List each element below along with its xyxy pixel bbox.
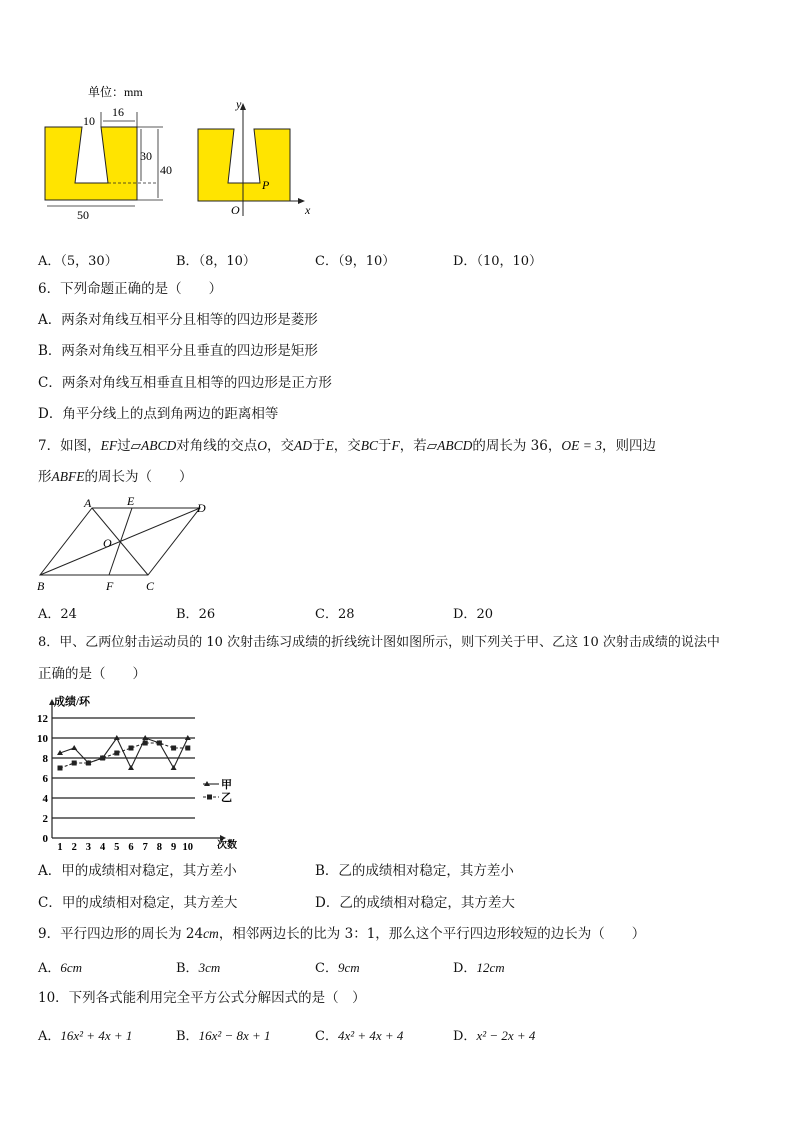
chart-legend-label-1: 甲 xyxy=(221,779,232,791)
chart-y-axis-label: 成绩/环 xyxy=(54,696,91,708)
origin-label: O xyxy=(231,203,240,217)
q6-option-d[interactable]: D．角平分线上的点到角两边的距离相等 xyxy=(38,406,279,422)
chart-y-tick-label: 0 xyxy=(42,833,48,845)
q10-option-a[interactable]: A．16x² + 4x + 1 xyxy=(38,1028,133,1044)
dim-10: 10 xyxy=(83,114,95,128)
chart-x-tick-label: 9 xyxy=(170,842,177,853)
q6-option-b[interactable]: B．两条对角线互相平分且垂直的四边形是矩形 xyxy=(38,343,318,359)
label-b: B xyxy=(37,579,45,593)
chart-point-series-2 xyxy=(114,751,119,756)
u-shape-right xyxy=(198,129,290,201)
chart-y-tick-label: 10 xyxy=(37,733,48,745)
unit-label: 单位：mm xyxy=(88,85,143,99)
chart-legend-label-2: 乙 xyxy=(221,792,232,804)
q10-stem: 10．下列各式能利用完全平方公式分解因式的是（ ） xyxy=(38,990,366,1006)
axis-x-label: x xyxy=(305,203,311,217)
chart-y-tick-label: 8 xyxy=(42,753,48,765)
axis-y-label: y xyxy=(236,97,242,111)
chart-x-axis-label: 次数 xyxy=(217,840,237,851)
chart-point-series-2 xyxy=(185,746,190,751)
chart-point-series-1 xyxy=(128,765,134,770)
q8-option-a[interactable]: A．甲的成绩相对稳定，其方差小 xyxy=(38,863,237,879)
chart-x-tick-label: 5 xyxy=(114,842,120,853)
q10-option-c[interactable]: C．4x² + 4x + 4 xyxy=(315,1028,404,1044)
point-p-label: P xyxy=(262,178,270,192)
chart-y-tick-label: 2 xyxy=(42,813,48,825)
q7-option-a[interactable]: A．24 xyxy=(38,607,77,622)
label-a: A xyxy=(84,496,92,510)
chart-point-series-1 xyxy=(171,765,177,770)
q8-option-b[interactable]: B．乙的成绩相对稳定，其方差小 xyxy=(315,863,514,879)
label-d: D xyxy=(197,501,206,515)
q9-option-c[interactable]: C．9cm xyxy=(315,960,360,976)
chart-x-tick-label: 3 xyxy=(85,842,92,853)
chart-point-series-2 xyxy=(143,741,148,746)
chart-x-tick-label: 2 xyxy=(71,842,77,853)
chart-y-tick-label: 12 xyxy=(37,713,48,725)
q9-option-b[interactable]: B．3cm xyxy=(176,960,221,976)
q6-stem: 6．下列命题正确的是（ ） xyxy=(38,281,223,297)
q5-option-c[interactable]: C．（9，10） xyxy=(315,254,396,269)
q5-option-a[interactable]: A．（5，30） xyxy=(38,254,118,269)
chart-y-tick-label: 6 xyxy=(42,773,48,785)
dim-30: 30 xyxy=(140,149,152,163)
label-e: E xyxy=(127,494,135,508)
chart-point-series-2 xyxy=(100,756,105,761)
chart-x-tick-label: 10 xyxy=(182,842,194,853)
q9-stem: 9．平行四边形的周长为 24cm，相邻两边长的比为 3：1，那么这个平行四边形较短的边长为（ ） xyxy=(38,926,646,942)
q8-line-chart xyxy=(30,690,270,855)
q7-option-b[interactable]: B．26 xyxy=(176,607,216,622)
q7-stem-line1: 7．如图，EF过▱ABCD对角线的交点O，交AD于E，交BC于F，若▱ABCD的周长为 36，OE = 3，则四边 xyxy=(38,438,656,454)
chart-legend-marker-2 xyxy=(207,795,212,800)
q7-option-d[interactable]: D．20 xyxy=(453,607,493,622)
q7-stem-line2: 形ABFE的周长为（ ） xyxy=(38,469,193,485)
chart-point-series-2 xyxy=(157,741,162,746)
q8-option-c[interactable]: C．甲的成绩相对稳定，其方差大 xyxy=(38,895,238,911)
label-f: F xyxy=(106,579,114,593)
chart-x-tick-label: 7 xyxy=(142,842,148,853)
dim-50: 50 xyxy=(77,208,89,222)
q10-option-d[interactable]: D．x² − 2x + 4 xyxy=(453,1028,536,1044)
q7-parallelogram-figure xyxy=(30,492,220,596)
label-c: C xyxy=(146,579,155,593)
q5-option-d[interactable]: D．（10，10） xyxy=(453,254,543,269)
dim-40: 40 xyxy=(160,163,172,177)
q8-stem-line1: 8．甲、乙两位射击运动员的 10 次射击练习成绩的折线统计图如图所示，则下列关于甲、乙这 10 次射击成绩的说法中 xyxy=(38,635,720,650)
chart-series-line-2 xyxy=(60,743,188,768)
chart-point-series-2 xyxy=(72,761,77,766)
q5-option-b[interactable]: B．（8，10） xyxy=(176,254,256,269)
q10-option-b[interactable]: B．16x² − 8x + 1 xyxy=(176,1028,271,1044)
chart-x-tick-label: 1 xyxy=(57,842,63,853)
q5-figure xyxy=(0,0,794,230)
q6-option-c[interactable]: C．两条对角线互相垂直且相等的四边形是正方形 xyxy=(38,375,332,391)
chart-x-tick-label: 4 xyxy=(99,842,106,853)
dim-16: 16 xyxy=(112,105,124,119)
u-shape-left xyxy=(45,127,137,200)
chart-x-tick-label: 8 xyxy=(156,842,163,853)
chart-point-series-2 xyxy=(58,766,63,771)
q9-option-d[interactable]: D．12cm xyxy=(453,960,505,976)
q8-stem-line2: 正确的是（ ） xyxy=(38,666,146,682)
label-o: O xyxy=(103,536,112,550)
q7-option-c[interactable]: C．28 xyxy=(315,607,355,622)
chart-point-series-2 xyxy=(86,761,91,766)
chart-point-series-2 xyxy=(171,746,176,751)
chart-x-tick-label: 6 xyxy=(128,842,134,853)
chart-point-series-2 xyxy=(129,746,134,751)
chart-y-tick-label: 4 xyxy=(42,793,48,805)
q9-option-a[interactable]: A．6cm xyxy=(38,960,83,976)
segment-ef xyxy=(109,508,132,575)
chart-point-series-1 xyxy=(71,745,77,750)
q8-option-d[interactable]: D．乙的成绩相对稳定，其方差大 xyxy=(315,895,515,911)
q6-option-a[interactable]: A．两条对角线互相平分且相等的四边形是菱形 xyxy=(38,312,318,328)
